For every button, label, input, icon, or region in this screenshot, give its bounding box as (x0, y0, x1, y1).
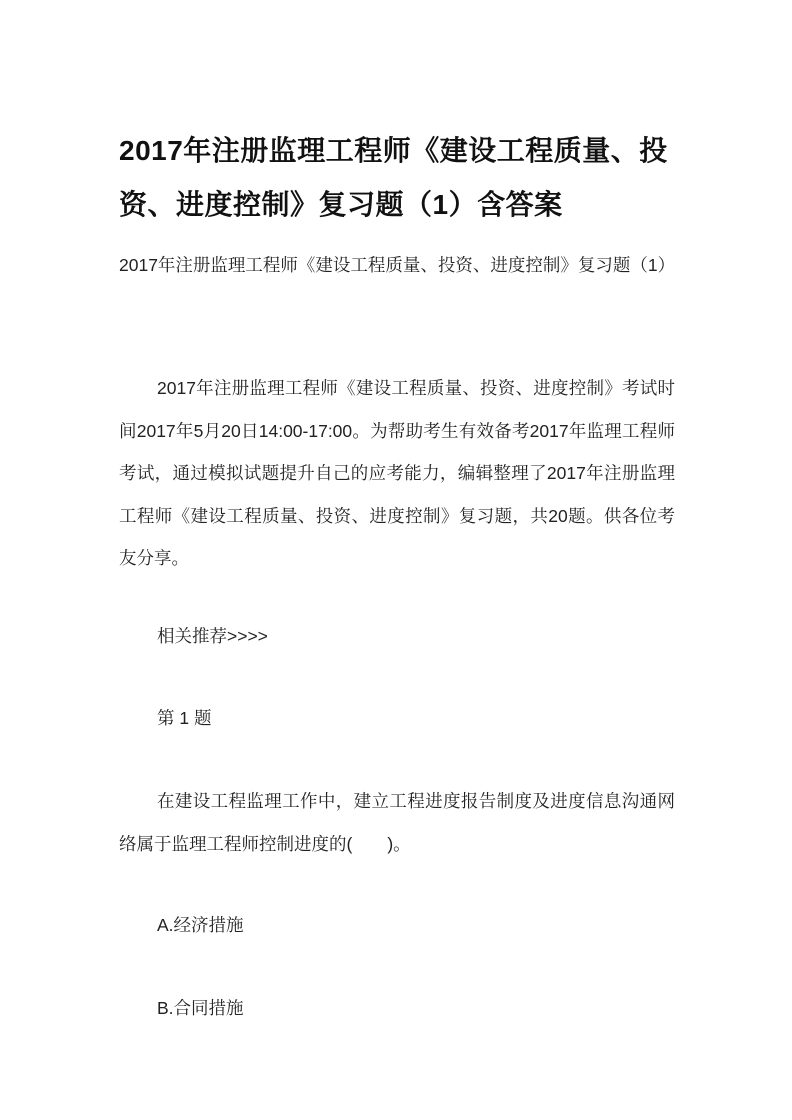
document-subtitle: 2017年注册监理工程师《建设工程质量、投资、进度控制》复习题（1） (119, 255, 676, 275)
option-a: A.经济措施 (157, 915, 244, 935)
related-link-text[interactable]: 相关推荐>>>> (157, 626, 268, 646)
document-title: 2017年注册监理工程师《建设工程质量、投资、进度控制》复习题（1）含答案 (119, 135, 668, 220)
question-number: 第 1 题 (157, 708, 212, 728)
option-b: B.合同措施 (157, 998, 244, 1018)
related-recommendations-link[interactable] (119, 615, 675, 658)
question-text: 在建设工程监理工作中，建立工程进度报告制度及进度信息沟通网络属于监理工程师控制进度的( )。 (119, 791, 675, 854)
intro-paragraph: 2017年注册监理工程师《建设工程质量、投资、进度控制》考试时间2017年5月20日14:00-17:00。为帮助考生有效备考2017年监理工程师考试，通过模拟试题提升自己的应考能力，编辑整理了2017年注册监理工程师《建设工程质量、投资、进度控制》复习题，共20题。供各位考友分享。 (119, 378, 675, 568)
